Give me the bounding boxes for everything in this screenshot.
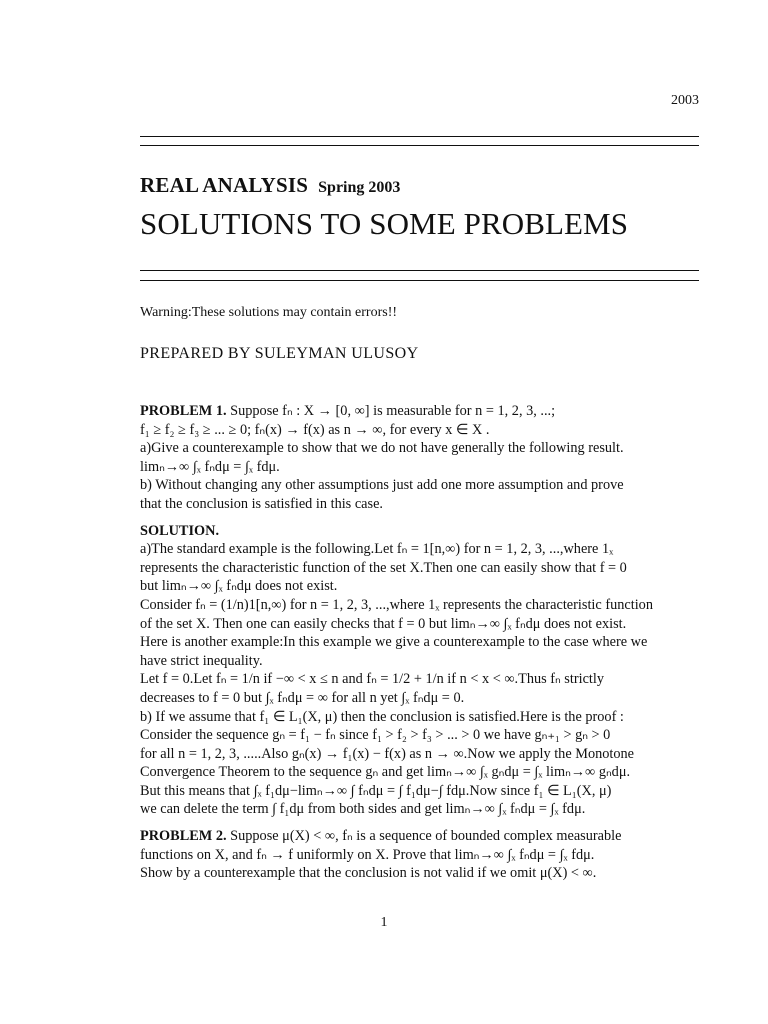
solution-line: but limₙ→∞ ∫ₓ fₙdμ does not exist. — [140, 578, 338, 595]
course-name: REAL ANALYSIS — [140, 173, 309, 197]
problem-1 — [140, 402, 700, 514]
title-rule-bottom-2 — [140, 280, 699, 281]
solution-line: Here is another example:In this example we give a counterexample to the case where we — [140, 634, 648, 651]
solution-line: represents the characteristic function of the set X.Then one can easily show that f = 0 — [140, 559, 627, 576]
solution-line: Consider fₙ = (1/n)1[n,∞) for n = 1, 2, 3, ...,where 1ₓ represents the characteristic function — [140, 596, 653, 613]
solution-line: for all n = 1, 2, 3, .....Also gₙ(x) → f₁(x) − f(x) as n → ∞.Now we apply the Monotone — [140, 745, 635, 762]
title-rule-bottom-1 — [140, 270, 699, 271]
problem-1-line: b) Without changing any other assumptions just add one more assumption and prove — [140, 477, 624, 494]
title-rule-top-1 — [140, 136, 699, 137]
problems-body — [140, 402, 700, 883]
document-subtitle: SOLUTIONS TO SOME PROBLEMS — [140, 206, 629, 241]
warning-text: Warning:These solutions may contain errors!! — [140, 305, 398, 320]
solution-line: b) If we assume that f₁ ∈ L₁(X, μ) then the conclusion is satisfied.Here is the proof : — [140, 708, 624, 725]
problem-1-line: limₙ→∞ ∫ₓ fₙdμ = ∫ₓ fdμ. — [140, 458, 280, 475]
solution-line: decreases to f = 0 but ∫ₓ fₙdμ = ∞ for all n yet ∫ₓ fₙdμ = 0. — [140, 689, 465, 706]
solution-line: Let f = 0.Let fₙ = 1/n if −∞ < x ≤ n and fₙ = 1/2 + 1/n if n < x < ∞.Thus fₙ strictly — [140, 671, 605, 688]
problem-1-label: PROBLEM 1. — [140, 403, 227, 419]
solution-line: have strict inequality. — [140, 652, 263, 669]
problem-2-line: Show by a counterexample that the conclusion is not valid if we omit μ(X) < ∞. — [140, 865, 597, 882]
author-line: PREPARED BY SULEYMAN ULUSOY — [140, 345, 419, 362]
problem-1-line: Suppose fₙ : X → [0, ∞] is measurable for n = 1, 2, 3, ...; — [226, 403, 556, 419]
header-year: 2003 — [671, 93, 699, 108]
page-number: 1 — [380, 915, 388, 930]
solution-line: of the set X. Then one can easily checks that f = 0 but limₙ→∞ ∫ₓ fₙdμ does not exist. — [140, 615, 627, 632]
problem-2-label: PROBLEM 2. — [140, 828, 227, 845]
solution-line: a)The standard example is the following.Let fₙ = 1[n,∞) for n = 1, 2, 3, ...,where 1ₓ — [140, 541, 614, 558]
problem-2-line: Suppose μ(X) < ∞, fₙ is a sequence of bounded complex measurable — [226, 828, 622, 845]
solution-line: we can delete the term ∫ f₁dμ from both sides and get limₙ→∞ ∫ₓ fₙdμ = ∫ₓ fdμ. — [140, 801, 586, 818]
solution-1 — [140, 522, 700, 820]
problem-2-line: functions on X, and fₙ → f uniformly on X. Prove that limₙ→∞ ∫ₓ fₙdμ = ∫ₓ fdμ. — [140, 846, 595, 863]
problem-1-line: f₁ ≥ f₂ ≥ f₃ ≥ ... ≥ 0; fₙ(x) → f(x) as n → ∞, for every x ∈ X . — [140, 421, 490, 438]
semester: Spring 2003 — [318, 179, 401, 196]
solution-line: Consider the sequence gₙ = f₁ − fₙ since f₁ > f₂ > f₃ > ... > 0 we have gₙ₊₁ > gₙ > 0 — [140, 727, 611, 744]
solution-label: SOLUTION. — [140, 522, 220, 539]
problem-2 — [140, 827, 700, 883]
problem-1-line: a)Give a counterexample to show that we do not have generally the following result. — [140, 440, 624, 457]
solution-line: But this means that ∫ₓ f₁dμ−limₙ→∞ ∫ fₙdμ = ∫ f₁dμ−∫ fdμ.Now since f₁ ∈ L₁(X, μ) — [140, 782, 612, 799]
course-title — [140, 173, 400, 198]
solution-line: Convergence Theorem to the sequence gₙ and get limₙ→∞ ∫ₓ gₙdμ = ∫ₓ limₙ→∞ gₙdμ. — [140, 764, 631, 781]
problem-1-line: that the conclusion is satisfied in this case. — [140, 495, 383, 512]
title-rule-top-2 — [140, 145, 699, 146]
